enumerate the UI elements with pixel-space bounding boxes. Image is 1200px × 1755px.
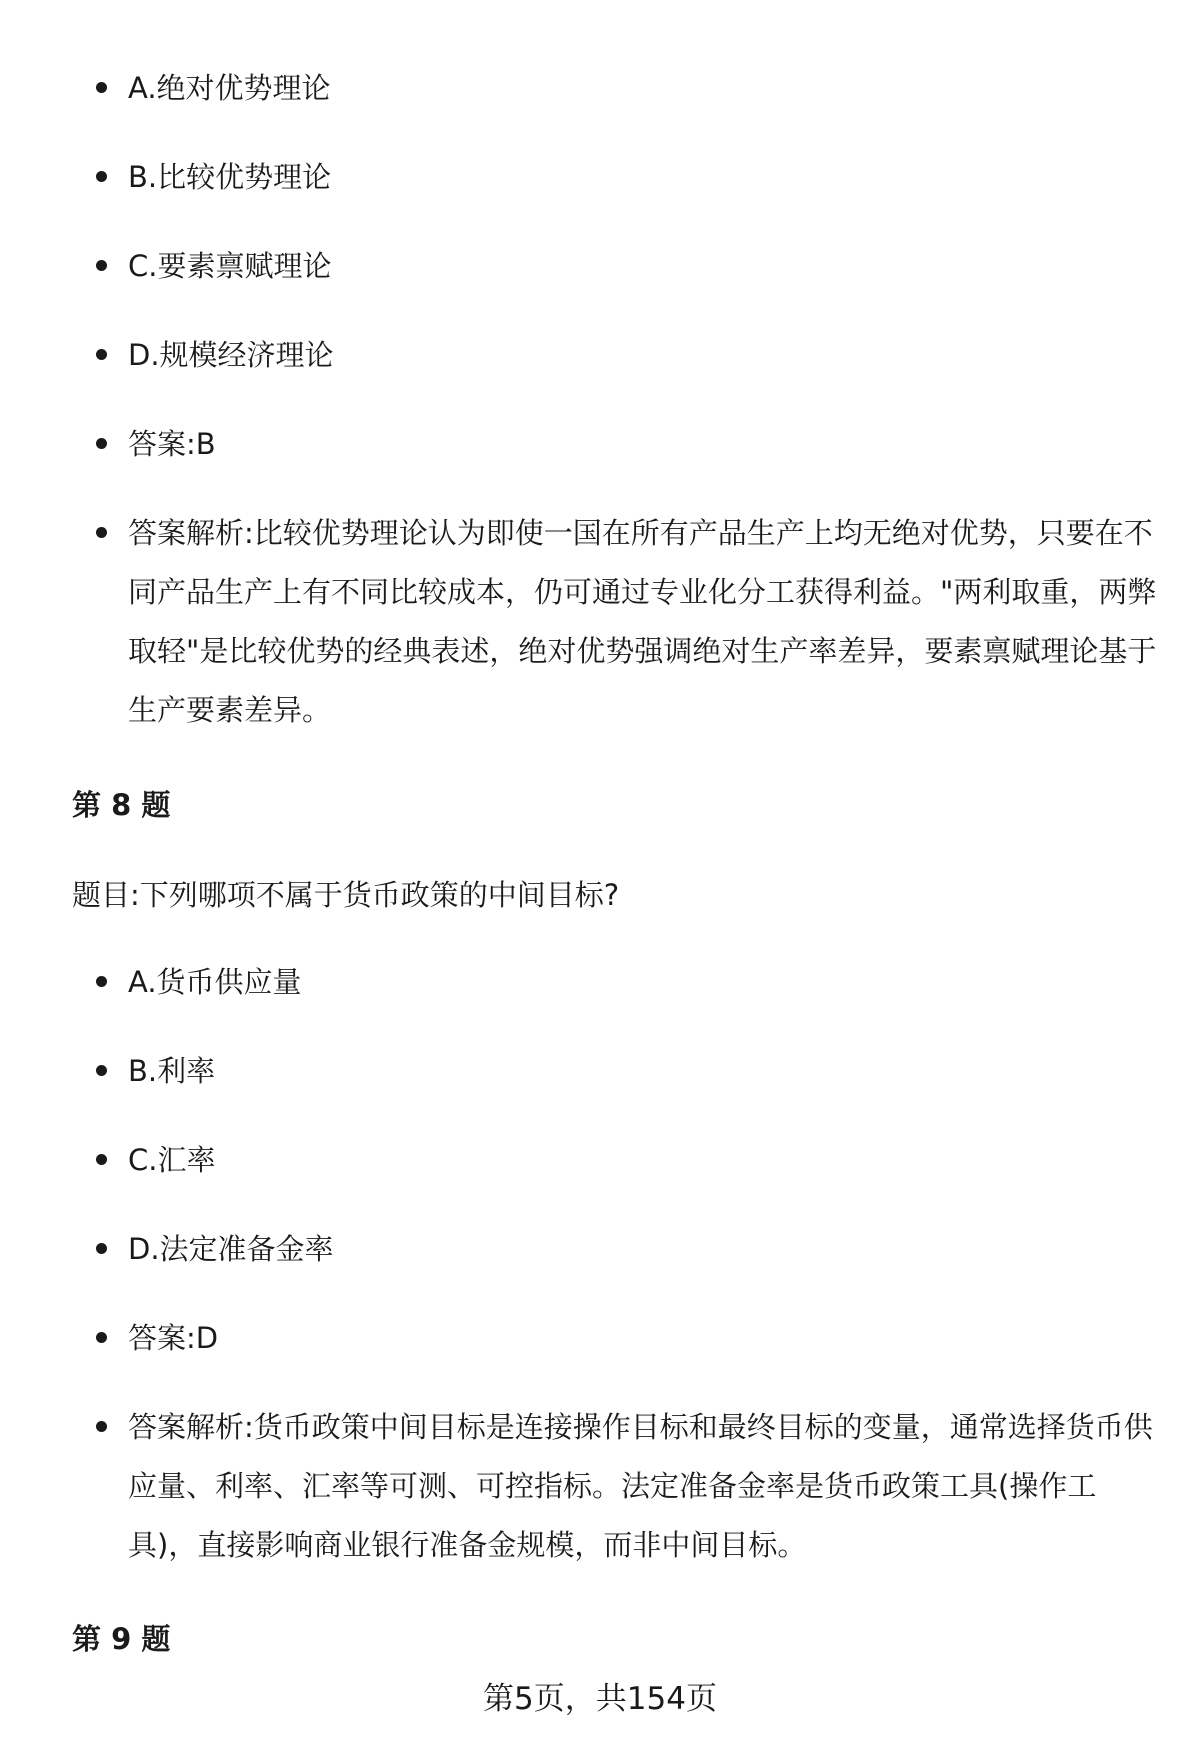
- page-number-footer: 第5页，共154页: [483, 1681, 717, 1717]
- option-list-q7: [0, 59, 1200, 771]
- option-d: D.法定准备金率: [0, 1220, 1200, 1278]
- bullet-icon: [96, 171, 107, 182]
- bullet-icon: [96, 1332, 107, 1343]
- question-text-8: 题目:下列哪项不属于货币政策的中间目标?: [72, 878, 620, 912]
- bullet-icon: [96, 1243, 107, 1254]
- option-b: B.比较优势理论: [0, 148, 1200, 206]
- bullet-icon: [96, 1154, 107, 1165]
- answer-explanation: 答案解析:货币政策中间目标是连接操作目标和最终目标的变量，通常选择货币供应量、利率、汇率等可测、可控指标。法定准备金率是货币政策工具(操作工具)，直接影响商业银行准备金规模，而非中间目标。: [0, 1398, 1200, 1575]
- option-a: A.货币供应量: [0, 953, 1200, 1011]
- option-list-q8: [0, 953, 1200, 1606]
- option-c: C.要素禀赋理论: [0, 237, 1200, 295]
- bullet-icon: [96, 1065, 107, 1076]
- option-a: A.绝对优势理论: [0, 59, 1200, 117]
- bullet-icon: [96, 260, 107, 271]
- option-d: D.规模经济理论: [0, 326, 1200, 384]
- question-heading-9: 第 9 题: [72, 1622, 171, 1656]
- bullet-icon: [96, 976, 107, 987]
- option-c: C.汇率: [0, 1131, 1200, 1189]
- answer-line: 答案:D: [0, 1309, 1200, 1367]
- bullet-icon: [96, 82, 107, 93]
- bullet-icon: [96, 527, 107, 538]
- bullet-icon: [96, 438, 107, 449]
- bullet-icon: [96, 349, 107, 360]
- answer-explanation: 答案解析:比较优势理论认为即使一国在所有产品生产上均无绝对优势，只要在不同产品生产上有不同比较成本，仍可通过专业化分工获得利益。"两利取重，两弊取轻"是比较优势的经典表述，绝对优势强调绝对生产率差异，要素禀赋理论基于生产要素差异。: [0, 504, 1200, 740]
- answer-line: 答案:B: [0, 415, 1200, 473]
- option-b: B.利率: [0, 1042, 1200, 1100]
- question-heading-8: 第 8 题: [72, 788, 171, 822]
- bullet-icon: [96, 1421, 107, 1432]
